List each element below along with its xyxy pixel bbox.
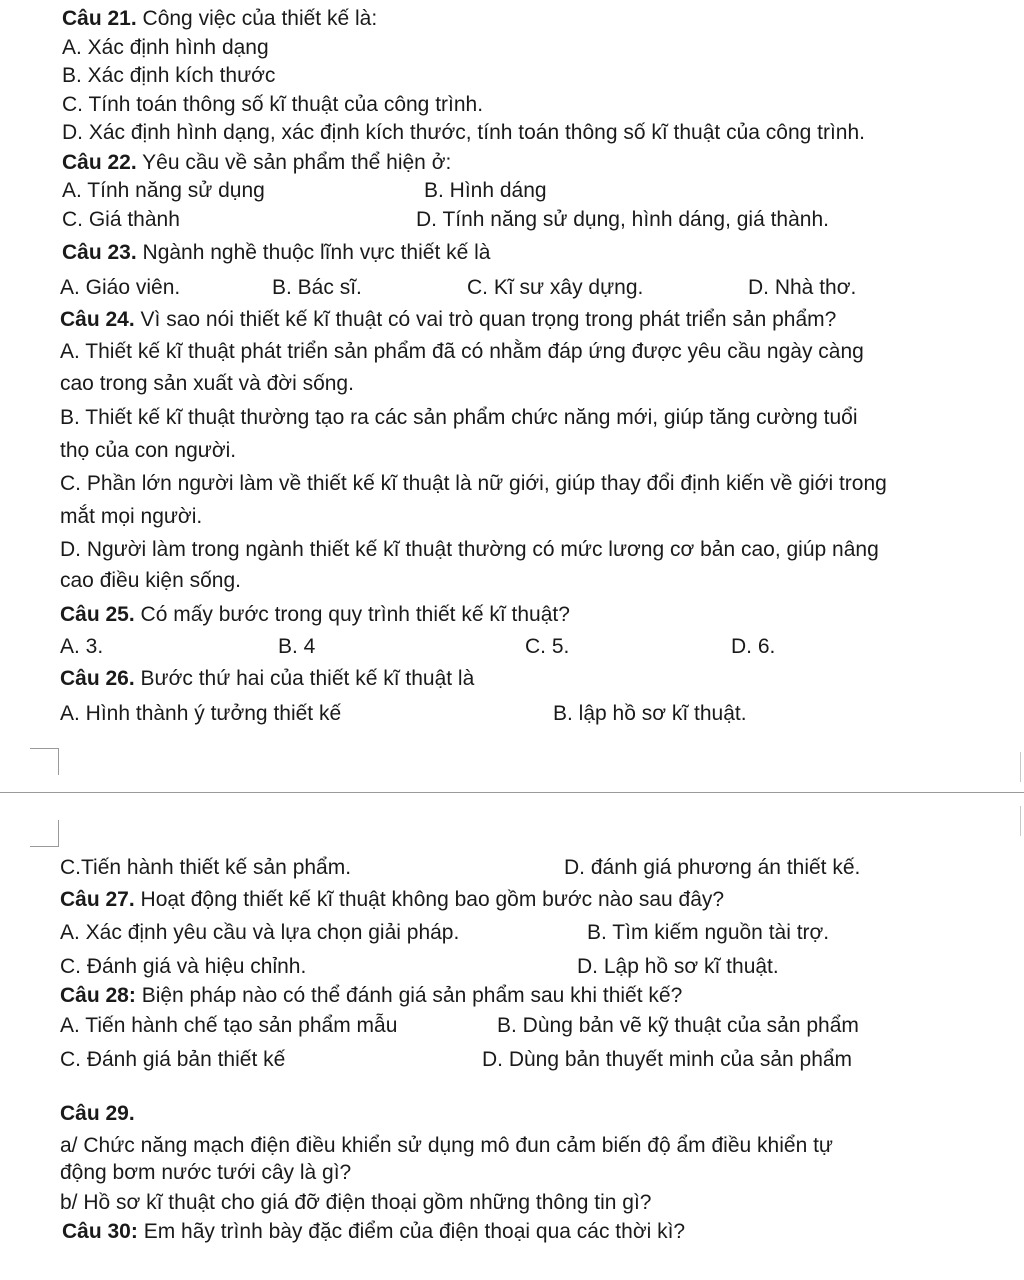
q22-stem: [62, 150, 451, 176]
q22-option-d: D. Tính năng sử dụng, hình dáng, giá thành.: [416, 208, 829, 231]
q21-stem: [62, 6, 377, 32]
q24-option-d-line1: D. Người làm trong ngành thiết kế kĩ thuật thường có mức lương cơ bản cao, giúp nâng: [60, 538, 879, 561]
q29-part-a-line1: a/ Chức năng mạch điện điều khiển sử dụng mô đun cảm biến độ ẩm điều khiển tự: [60, 1134, 833, 1157]
q24-option-c-line1: C. Phần lớn người làm về thiết kế kĩ thuật là nữ giới, giúp thay đổi định kiến về giới trong: [60, 472, 887, 495]
q24-text: Vì sao nói thiết kế kĩ thuật có vai trò quan trọng trong phát triển sản phẩm?: [134, 308, 837, 331]
q27-option-a: A. Xác định yêu cầu và lựa chọn giải pháp.: [60, 921, 460, 944]
q26-option-c: C.Tiến hành thiết kế sản phẩm.: [60, 856, 352, 879]
q24-option-d-line2: cao điều kiện sống.: [60, 569, 241, 592]
q25-option-d: D. 6.: [731, 635, 776, 658]
q26-number: Câu 26.: [60, 667, 135, 690]
q24-number: Câu 24.: [60, 308, 135, 331]
q28-option-b: B. Dùng bản vẽ kỹ thuật của sản phẩm: [497, 1014, 859, 1037]
q28-option-a: A. Tiến hành chế tạo sản phẩm mẫu: [60, 1014, 398, 1037]
q23-option-c: C. Kĩ sư xây dựng.: [467, 276, 644, 299]
q23-text: Ngành nghề thuộc lĩnh vực thiết kế là: [136, 241, 491, 264]
q30-number: Câu 30:: [62, 1220, 138, 1243]
q28-option-d: D. Dùng bản thuyết minh của sản phẩm: [482, 1048, 853, 1071]
q28-text: Biện pháp nào có thể đánh giá sản phẩm sau khi thiết kế?: [135, 984, 683, 1007]
q21-option-b: B. Xác định kích thước: [62, 64, 276, 87]
q29-stem: [60, 1101, 135, 1127]
q24-stem: [60, 307, 836, 333]
q27-text: Hoạt động thiết kế kĩ thuật không bao gồm bước nào sau đây?: [134, 888, 725, 911]
q27-option-c: C. Đánh giá và hiệu chỉnh.: [60, 955, 307, 978]
q25-option-c: C. 5.: [525, 635, 570, 658]
q21-option-d: D. Xác định hình dạng, xác định kích thước, tính toán thông số kĩ thuật của công trình.: [62, 121, 865, 144]
q25-option-a: A. 3.: [60, 635, 104, 658]
q23-stem: [62, 240, 490, 266]
q27-option-d: D. Lập hồ sơ kĩ thuật.: [577, 955, 779, 978]
q29-part-a-line2: động bơm nước tưới cây là gì?: [60, 1161, 352, 1184]
q26-option-b: B. lập hồ sơ kĩ thuật.: [553, 702, 747, 725]
q30-text: Em hãy trình bày đặc điểm của điện thoại qua các thời kì?: [137, 1220, 686, 1243]
q23-option-b: B. Bác sĩ.: [272, 276, 362, 299]
q28-number: Câu 28:: [60, 984, 136, 1007]
q23-option-d: D. Nhà thơ.: [748, 276, 857, 299]
q24-option-b-line2: thọ của con người.: [60, 439, 237, 462]
q26-option-a: A. Hình thành ý tưởng thiết kế: [60, 702, 342, 725]
page-corner-mark-bottom: [30, 820, 59, 847]
q28-stem: [60, 983, 682, 1009]
q22-option-a: A. Tính năng sử dụng: [62, 179, 265, 202]
q24-option-a-line1: A. Thiết kế kĩ thuật phát triển sản phẩm đã có nhằm đáp ứng được yêu cầu ngày càng: [60, 340, 864, 363]
q21-option-a: A. Xác định hình dạng: [62, 36, 269, 59]
q21-number: Câu 21.: [62, 7, 137, 30]
q28-option-c: C. Đánh giá bản thiết kế: [60, 1048, 286, 1071]
q25-stem: [60, 602, 570, 628]
q25-text: Có mấy bước trong quy trình thiết kế kĩ thuật?: [134, 603, 570, 626]
q29-number: Câu 29.: [60, 1102, 135, 1125]
page-edge-mark-bottom: [1020, 806, 1021, 836]
q24-option-a-line2: cao trong sản xuất và đời sống.: [60, 372, 354, 395]
q23-number: Câu 23.: [62, 241, 137, 264]
page-corner-mark-top: [30, 748, 59, 775]
q30-stem: [62, 1219, 685, 1245]
page-edge-mark-top: [1020, 752, 1021, 782]
q29-part-b: b/ Hồ sơ kĩ thuật cho giá đỡ điện thoại gồm những thông tin gì?: [60, 1191, 652, 1214]
q25-option-b: B. 4: [278, 635, 316, 658]
q26-text: Bước thứ hai của thiết kế kĩ thuật là: [134, 667, 475, 690]
q27-stem: [60, 887, 724, 913]
q26-option-d: D. đánh giá phương án thiết kế.: [564, 856, 861, 879]
q26-stem: [60, 666, 474, 692]
q23-option-a: A. Giáo viên.: [60, 276, 181, 299]
q22-text: Yêu cầu về sản phẩm thể hiện ở:: [136, 151, 452, 174]
q22-number: Câu 22.: [62, 151, 137, 174]
q21-text: Công việc của thiết kế là:: [136, 7, 378, 30]
q21-option-c: C. Tính toán thông số kĩ thuật của công trình.: [62, 93, 484, 116]
q22-option-b: B. Hình dáng: [424, 179, 547, 202]
page-break-divider: [0, 792, 1024, 793]
q22-option-c: C. Giá thành: [62, 208, 180, 231]
q25-number: Câu 25.: [60, 603, 135, 626]
q27-number: Câu 27.: [60, 888, 135, 911]
q24-option-c-line2: mắt mọi người.: [60, 505, 203, 528]
q27-option-b: B. Tìm kiếm nguồn tài trợ.: [587, 921, 830, 944]
q24-option-b-line1: B. Thiết kế kĩ thuật thường tạo ra các sản phẩm chức năng mới, giúp tăng cường tuổi: [60, 406, 858, 429]
